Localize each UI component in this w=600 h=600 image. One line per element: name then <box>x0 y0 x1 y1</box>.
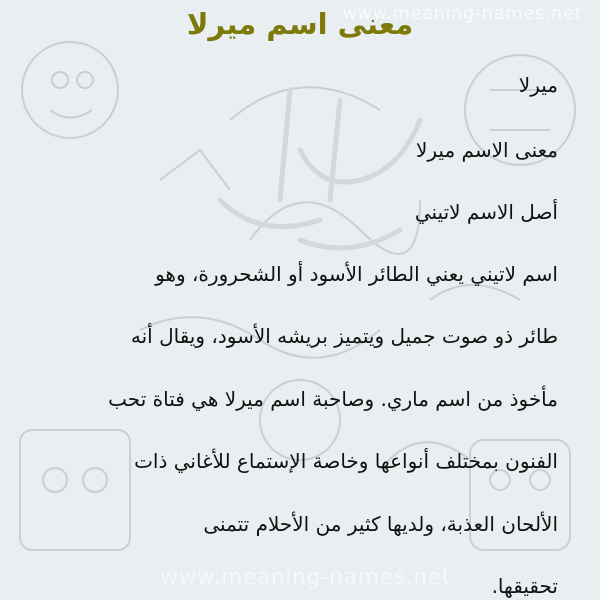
description-line-5: الألحان العذبة، ولديها كثير من الأحلام تتمنى <box>203 512 558 536</box>
origin-line: أصل الاسم لاتيني <box>414 200 558 224</box>
description-line-4: الفنون بمختلف أنواعها وخاصة الإستماع للأغاني ذات <box>134 449 558 473</box>
watermark-bottom: www.meaning-names.net <box>160 565 451 590</box>
name-line: ميرلا <box>518 73 558 97</box>
meaning-heading: معنى الاسم ميرلا <box>415 138 558 162</box>
description-line-1: اسم لاتيني يعني الطائر الأسود أو الشحرورة، وهو <box>155 262 558 286</box>
page-title: معنى اسم ميرلا <box>186 7 414 41</box>
watermark-top: www.meaning-names.net <box>342 3 582 24</box>
description-line-6: تحقيقها. <box>491 574 558 598</box>
description-line-2: طائر ذو صوت جميل ويتميز بريشه الأسود، ويقال أنه <box>130 324 558 348</box>
description-line-3: مأخوذ من اسم ماري. وصاحبة اسم ميرلا هي فتاة تحب <box>108 387 558 411</box>
